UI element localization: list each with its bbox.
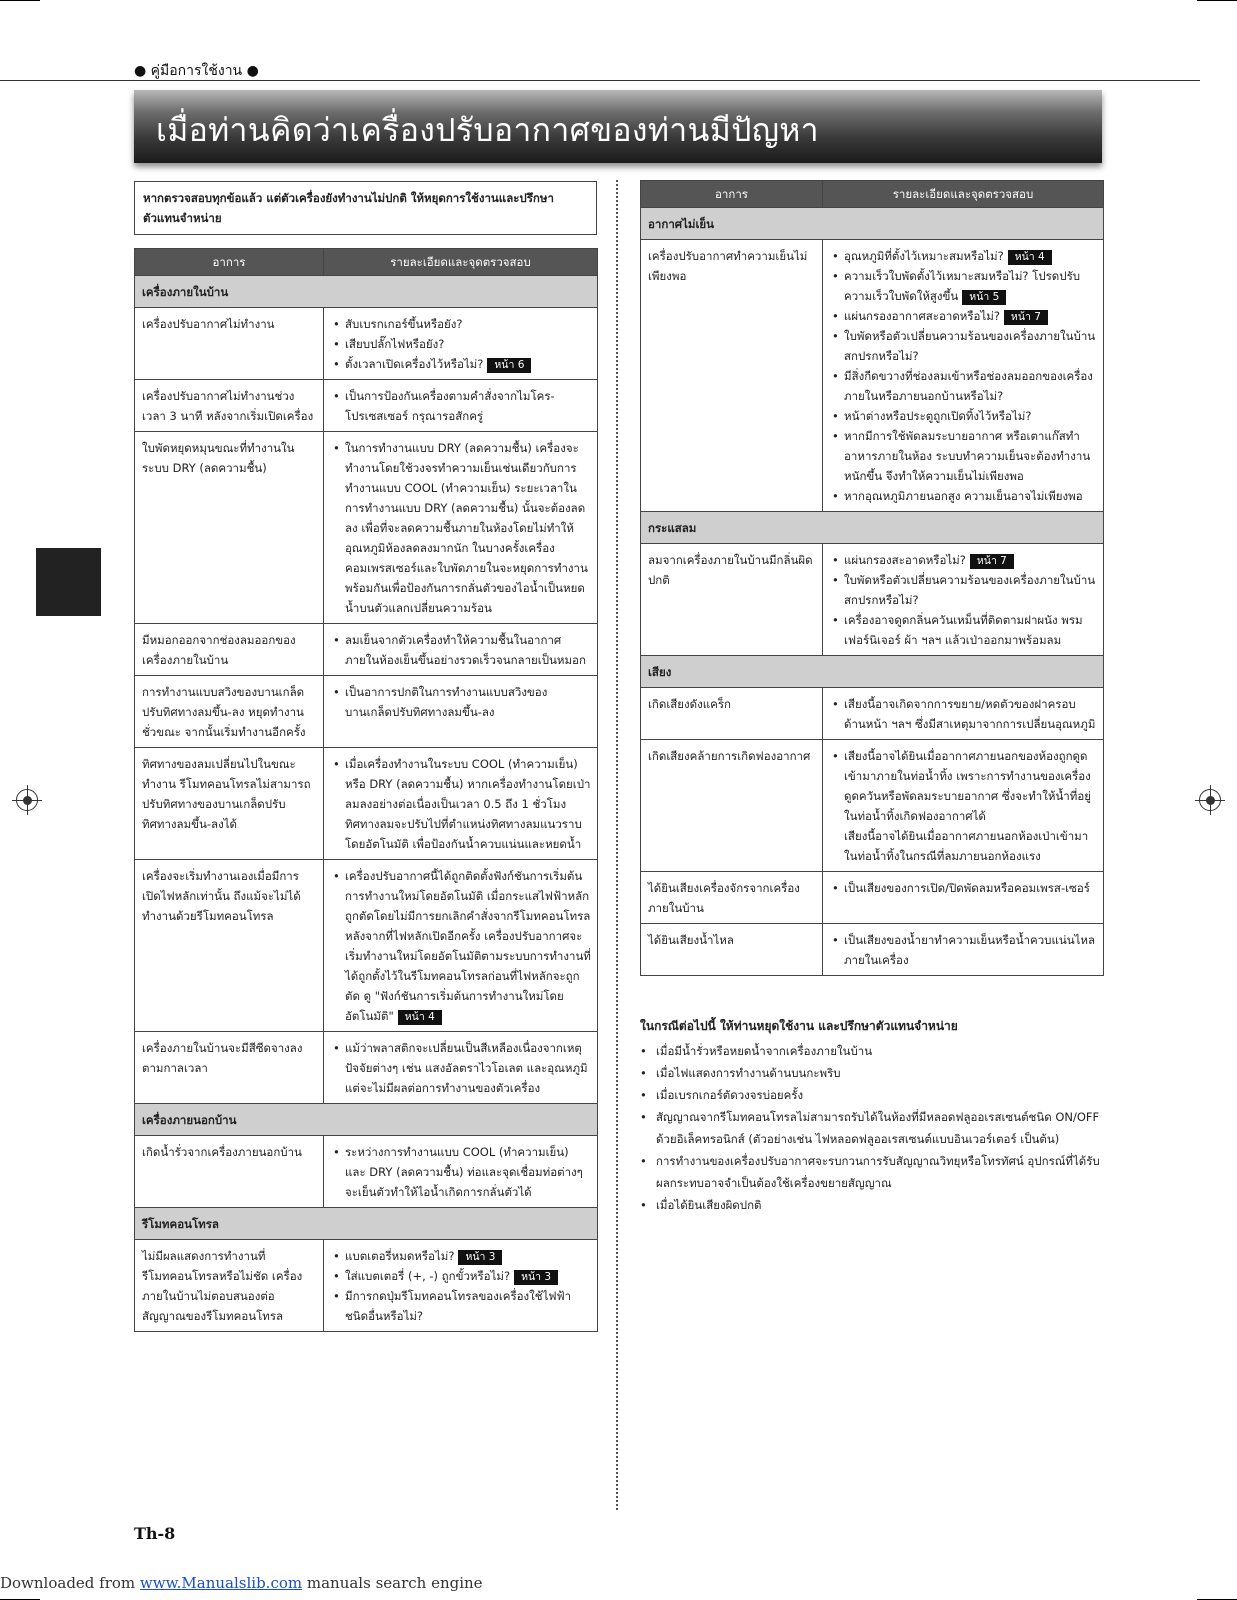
troubleshooting-table-left	[134, 248, 598, 1332]
symptom-cell: เกิดเสียงคล้ายการเกิดฟองอากาศ	[641, 740, 823, 872]
detail-item: • ในการทำงานแบบ DRY (ลดความชื้น) เครื่องจะทำงานโดยใช้วงจรทำความเย็นเช่นเดียวกับการทำงานแบบ COOL (ทำความเย็น) ระยะเวลาในการทำงานแบบ DRY (ลดความชื้น) นั้นจะต้องลดลง เพื่อที่จะลดความชื้นภายในห้องโดยไม่ทำให้อุณหภูมิห้องลดลงมากนัก ในบางครั้งเครื่องคอมเพรสเซอร์และใบพัดภายในจะหยุดการทำงานพร้อมกันเพื่อป้องกันการกลั่นตัวของไอน้ำเป็นหยดน้ำบนตัวแลกเปลี่ยนความร้อน	[331, 438, 591, 618]
symptom-cell: เครื่องภายในบ้านจะมีสีซีดจางลงตามกาลเวลา	[135, 1032, 324, 1104]
page-ref-badge: หน้า 3	[514, 1270, 558, 1285]
table-row	[641, 240, 1104, 512]
symptom-cell: ใบพัดหยุดหมุนขณะที่ทำงานในระบบ DRY (ลดความชื้น)	[135, 432, 324, 624]
manual-header-label: ● คู่มือการใช้งาน ●	[134, 63, 259, 79]
detail-item: • ใส่แบตเตอรี่ (+, -) ถูกขั้วหรือไม่? หน้า 3	[331, 1266, 591, 1286]
table-row	[641, 872, 1104, 924]
detail-item: • ใบพัดหรือตัวเปลี่ยนความร้อนของเครื่องภายในบ้านสกปรกหรือไม่?	[830, 326, 1097, 366]
detail-item: • เป็นเสียงของน้ำยาทำความเย็นหรือน้ำควบแน่นไหลภายในเครื่อง	[830, 930, 1097, 970]
table-row	[641, 924, 1104, 976]
table-row	[135, 432, 598, 624]
symptom-cell: ไม่มีผลแสดงการทำงานที่รีโมทคอนโทรลหรือไม่ชัด เครื่องภายในบ้านไม่ตอบสนองต่อสัญญาณของรีโมทคอนโทรล	[135, 1240, 324, 1332]
section-row-remote: รีโมทคอนโทรล	[135, 1208, 598, 1240]
detail-item: • เมื่อเครื่องทำงานในระบบ COOL (ทำความเย็น) หรือ DRY (ลดความชื้น) หากเครื่องทำงานโดยเป่าลมลงอย่างต่อเนื่องเป็นเวลา 0.5 ถึง 1 ชั่วโมง ทิศทางลมจะปรับไปที่ตำแหน่งทิศทางลมแนวราบโดยอัตโนมัติ เพื่อป้องกันน้ำควบแน่นและหยดน้ำ	[331, 754, 591, 854]
table-row	[641, 740, 1104, 872]
detail-item: • เป็นเสียงของการเปิด/ปิดพัดลมหรือคอมเพรส-เซอร์	[830, 878, 1097, 898]
detail-item: • เสียงนี้อาจได้ยินเมื่ออากาศภายนอกของห้องถูกดูดเข้ามาภายในท่อน้ำทิ้ง เพราะการทำงานของเครื่องดูดควันหรือพัดลมระบายอากาศ ซึ่งจะทำให้น้ำที่อยู่ในท่อน้ำทิ้งเกิดฟองอากาศได้ เสียงนี้อาจได้ยินเมื่ออากาศภายนอกห้องเป่าเข้ามาในท่อน้ำทิ้งในกรณีที่ลมภายนอกห้องแรง	[830, 746, 1097, 866]
symptom-cell: ได้ยินเสียงเครื่องจักรจากเครื่องภายในบ้าน	[641, 872, 823, 924]
registration-mark-icon	[16, 789, 38, 811]
table-row	[135, 1240, 598, 1332]
list-item: • การทำงานของเครื่องปรับอากาศจะรบกวนการรับสัญญาณวิทยุหรือโทรทัศน์ อุปกรณ์ที่ได้รับผลกระทบอาจจำเป็นต้องใช้เครื่องขยายสัญญาณ	[640, 1150, 1110, 1194]
symptom-cell: การทำงานแบบสวิงของบานเกล็ดปรับทิศทางลมขึ้น-ลง หยุดทำงานชั่วขณะ จากนั้นเริ่มทำงานอีกครั้ง	[135, 676, 324, 748]
download-footer	[0, 1574, 483, 1592]
table-row	[135, 676, 598, 748]
list-item: • เมื่อได้ยินเสียงผิดปกติ	[640, 1194, 1110, 1216]
details-cell	[823, 924, 1104, 976]
page-ref-badge: หน้า 4	[1008, 250, 1052, 265]
detail-item: • มีการกดปุ่มรีโมทคอนโทรลของเครื่องใช้ไฟฟ้าชนิดอื่นหรือไม่?	[331, 1286, 591, 1326]
table-row	[135, 1032, 598, 1104]
details-cell	[823, 544, 1104, 656]
page-ref-badge: หน้า 3	[458, 1250, 502, 1265]
page-number: Th-8	[134, 1524, 176, 1543]
detail-item: • หากมีการใช้พัดลมระบายอากาศ หรือเตาแก๊สทำอาหารภายในห้อง ระบบทำความเย็นจะต้องทำงานหนักขึ้น จึงทำให้ความเย็นไม่เพียงพอ	[830, 426, 1097, 486]
crop-mark	[0, 0, 40, 1]
details-cell	[324, 308, 598, 380]
detail-item: • เสียบปลั๊กไฟหรือยัง?	[331, 334, 591, 354]
footer-suffix: manuals search engine	[302, 1574, 483, 1592]
details-cell	[823, 688, 1104, 740]
table-row	[135, 308, 598, 380]
detail-item: • หากอุณหภูมิภายนอกสูง ความเย็นอาจไม่เพียงพอ	[830, 486, 1097, 506]
crop-mark	[1197, 0, 1237, 1]
table-row	[135, 380, 598, 432]
column-header-symptom: อาการ	[135, 249, 324, 276]
details-cell	[823, 740, 1104, 872]
section-row-sound: เสียง	[641, 656, 1104, 688]
details-cell	[324, 748, 598, 860]
detail-item: • แบตเตอรี่หมดหรือไม่? หน้า 3	[331, 1246, 591, 1266]
details-cell	[324, 1136, 598, 1208]
detail-item: • หน้าต่างหรือประตูถูกเปิดทิ้งไว้หรือไม่?	[830, 406, 1097, 426]
header-rule	[0, 80, 1200, 81]
section-row-not-cool: อากาศไม่เย็น	[641, 208, 1104, 240]
symptom-cell: เครื่องปรับอากาศทำความเย็นไม่เพียงพอ	[641, 240, 823, 512]
section-tab-marker	[36, 548, 101, 616]
page-ref-badge: หน้า 6	[487, 358, 531, 373]
detail-item: • เป็นการป้องกันเครื่องตามคำสั่งจากไมโคร-โปรเซสเซอร์ กรุณารอสักครู่	[331, 386, 591, 426]
table-row	[135, 1136, 598, 1208]
manualslib-link[interactable]: www.Manualslib.com	[139, 1574, 303, 1592]
page-ref-badge: หน้า 7	[1004, 310, 1048, 325]
symptom-cell: เครื่องปรับอากาศไม่ทำงาน	[135, 308, 324, 380]
detail-item: • ตั้งเวลาเปิดเครื่องไว้หรือไม่? หน้า 6	[331, 354, 591, 374]
table-row	[641, 544, 1104, 656]
detail-item: • ลมเย็นจากตัวเครื่องทำให้ความชื้นในอากาศภายในห้องเย็นขึ้นอย่างรวดเร็วจนกลายเป็นหมอก	[331, 630, 591, 670]
page-ref-badge: หน้า 4	[398, 1010, 442, 1025]
section-row-airflow: กระแสลม	[641, 512, 1104, 544]
symptom-cell: เกิดเสียงดังแคร็ก	[641, 688, 823, 740]
page-title: เมื่อท่านคิดว่าเครื่องปรับอากาศของท่านมีปัญหา	[156, 111, 819, 149]
symptom-cell: เครื่องจะเริ่มทำงานเองเมื่อมีการเปิดไฟหลักเท่านั้น ถึงแม้จะไม่ได้ทำงานด้วยรีโมทคอนโทรล	[135, 860, 324, 1032]
section-row-outdoor: เครื่องภายนอกบ้าน	[135, 1104, 598, 1136]
detail-item: • เครื่องปรับอากาศนี้ได้ถูกติดตั้งฟังก์ชันการเริ่มต้นการทำงานใหม่โดยอัตโนมัติ เมื่อกระแสไฟฟ้าหลักถูกตัดโดยไม่มีการยกเลิกคำสั่งจากรีโมทคอนโทรล หลังจากที่ไฟหลักเปิดอีกครั้ง เครื่องปรับอากาศจะเริ่มทำงานใหม่โดยอัตโนมัติตามระบบการทำงานที่ได้ถูกตั้งไว้ในรีโมทคอนโทรลก่อนที่ไฟหลักจะถูกตัด ดู "ฟังก์ชันการเริ่มต้นการทำงานใหม่โดยอัตโนมัติ" หน้า 4	[331, 866, 591, 1026]
detail-item: • แม้ว่าพลาสติกจะเปลี่ยนเป็นสีเหลืองเนื่องจากเหตุปัจจัยต่างๆ เช่น แสงอัลตราไวโอเลต และอุณหภูมิ แต่จะไม่มีผลต่อการทำงานของตัวเครื่อง	[331, 1038, 591, 1098]
footer-prefix: Downloaded from	[0, 1574, 140, 1592]
table-row	[135, 860, 598, 1032]
column-header-details: รายละเอียดและจุดตรวจสอบ	[324, 249, 598, 276]
column-divider	[616, 180, 618, 1510]
symptom-cell: เกิดน้ำรั่วจากเครื่องภายนอกบ้าน	[135, 1136, 324, 1208]
details-cell	[324, 432, 598, 624]
page-title-banner	[134, 90, 1102, 163]
details-cell	[324, 1240, 598, 1332]
registration-mark-icon	[1199, 789, 1221, 811]
details-cell	[324, 1032, 598, 1104]
detail-item: • ความเร็วใบพัดตั้งไว้เหมาะสมหรือไม่? โปรดปรับความเร็วใบพัดให้สูงขึ้น หน้า 5	[830, 266, 1097, 306]
page-ref-badge: หน้า 7	[970, 554, 1014, 569]
detail-item: • แผ่นกรองอากาศสะอาดหรือไม่? หน้า 7	[830, 306, 1097, 326]
detail-item: • อุณหภูมิที่ตั้งไว้เหมาะสมหรือไม่? หน้า 4	[830, 246, 1097, 266]
table-row	[641, 688, 1104, 740]
detail-item: • เสียงนี้อาจเกิดจากการขยาย/หดตัวของฝาครอบด้านหน้า ฯลฯ ซึ่งมีสาเหตุมาจากการเปลี่ยนอุณหภูมิ	[830, 694, 1097, 734]
notice-box: หากตรวจสอบทุกข้อแล้ว แต่ตัวเครื่องยังทำงานไม่ปกติ ให้หยุดการใช้งานและปรึกษาตัวแทนจำหน่าย	[134, 181, 597, 235]
detail-item: • สับเบรกเกอร์ขึ้นหรือยัง?	[331, 314, 591, 334]
details-cell	[324, 676, 598, 748]
detail-item: • เป็นอาการปกติในการทำงานแบบสวิงของบานเกล็ดปรับทิศทางลมขึ้น-ลง	[331, 682, 591, 722]
symptom-cell: ทิศทางของลมเปลี่ยนไปในขณะทำงาน รีโมทคอนโทรลไม่สามารถปรับทิศทางของบานเกล็ดปรับทิศทางลมขึ้น-ลงได้	[135, 748, 324, 860]
detail-item: • ระหว่างการทำงานแบบ COOL (ทำความเย็น) และ DRY (ลดความชื้น) ท่อและจุดเชื่อมท่อต่างๆ จะเย็นตัวทำให้ไอน้ำเกิดการกลั่นตัวได้	[331, 1142, 591, 1202]
details-cell	[823, 240, 1104, 512]
symptom-cell: มีหมอกออกจากช่องลมออกของเครื่องภายในบ้าน	[135, 624, 324, 676]
detail-item: • เครื่องอาจดูดกลิ่นควันเหม็นที่ติดตามฝาผนัง พรม เฟอร์นิเจอร์ ผ้า ฯลฯ แล้วเป่าออกมาพร้อมลม	[830, 610, 1097, 650]
details-cell	[324, 380, 598, 432]
section-row-indoor: เครื่องภายในบ้าน	[135, 276, 598, 308]
list-item: • เมื่อเบรกเกอร์ตัดวงจรบ่อยครั้ง	[640, 1084, 1110, 1106]
column-header-symptom: อาการ	[641, 181, 823, 208]
table-row	[135, 624, 598, 676]
detail-item: • มีสิ่งกีดขวางที่ช่องลมเข้าหรือช่องลมออกของเครื่องภายในหรือภายนอกบ้านหรือไม่?	[830, 366, 1097, 406]
symptom-cell: ได้ยินเสียงน้ำไหล	[641, 924, 823, 976]
detail-item: • ใบพัดหรือตัวเปลี่ยนความร้อนของเครื่องภายในบ้านสกปรกหรือไม่?	[830, 570, 1097, 610]
list-item: • สัญญาณจากรีโมทคอนโทรลไม่สามารถรับได้ในห้องที่มีหลอดฟลูออเรสเซนต์ชนิด ON/OFF ด้วยอิเล็คทรอนิกส์ (ตัวอย่างเช่น ไฟหลอดฟลูออเรสเซนต์แบบอินเวอร์เตอร์ เป็นต้น)	[640, 1106, 1110, 1150]
symptom-cell: เครื่องปรับอากาศไม่ทำงานช่วงเวลา 3 นาที หลังจากเริ่มเปิดเครื่อง	[135, 380, 324, 432]
detail-item: • แผ่นกรองสะอาดหรือไม่? หน้า 7	[830, 550, 1097, 570]
stop-section-list	[640, 1040, 1110, 1216]
column-header-details: รายละเอียดและจุดตรวจสอบ	[823, 181, 1104, 208]
list-item: • เมื่อมีน้ำรั่วหรือหยดน้ำจากเครื่องภายในบ้าน	[640, 1040, 1110, 1062]
details-cell	[823, 872, 1104, 924]
stop-section-title: ในกรณีต่อไปนี้ ให้ท่านหยุดใช้งาน และปรึกษาตัวแทนจำหน่าย	[640, 1019, 958, 1033]
list-item: • เมื่อไฟแสดงการทำงานด้านบนกะพริบ	[640, 1062, 1110, 1084]
details-cell	[324, 860, 598, 1032]
details-cell	[324, 624, 598, 676]
symptom-cell: ลมจากเครื่องภายในบ้านมีกลิ่นผิดปกติ	[641, 544, 823, 656]
table-row	[135, 748, 598, 860]
troubleshooting-table-right	[640, 180, 1104, 976]
page-ref-badge: หน้า 5	[962, 290, 1006, 305]
